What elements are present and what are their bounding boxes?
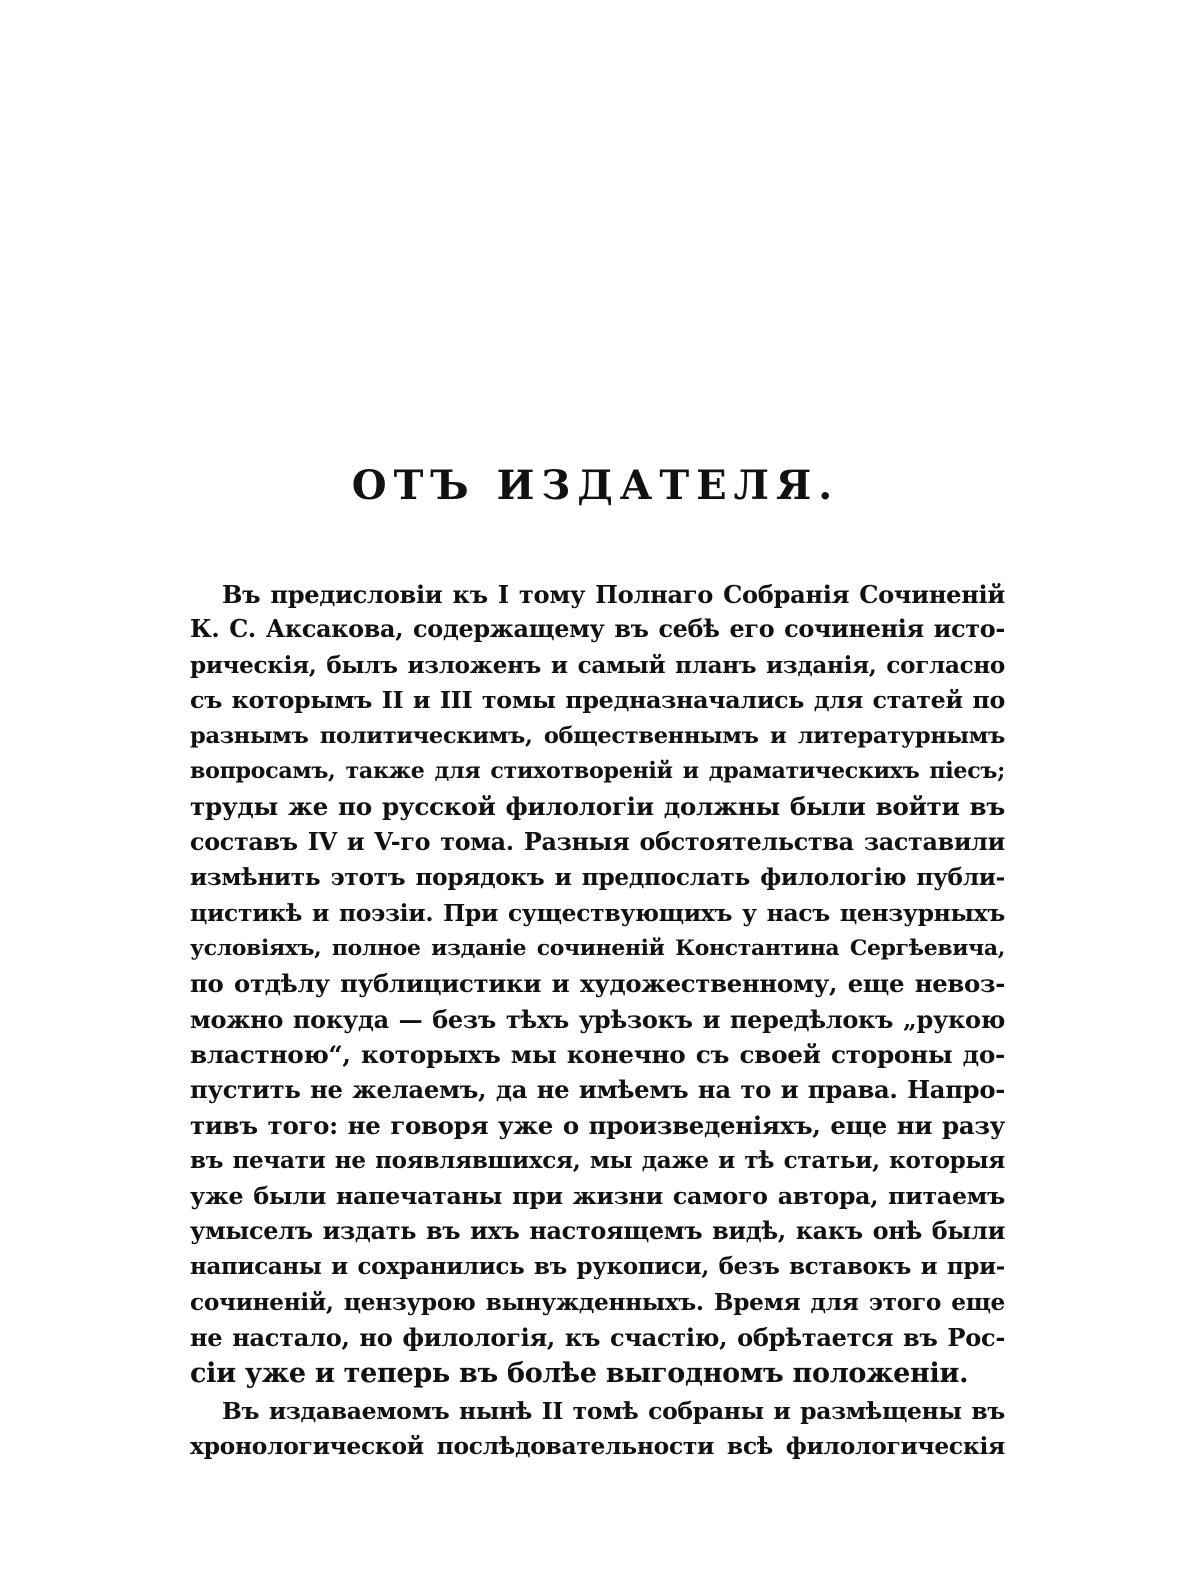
text-line: уже были напечатаны при жизни самого автора, питаемъ — [190, 1181, 1005, 1210]
text-line: разнымъ политическимъ, общественнымъ и литературнымъ — [190, 722, 1005, 749]
text-line: по отдѣлу публицистики и художественному, еще невоз- — [190, 969, 1005, 999]
text-line: въ печати не появлявшихся, мы даже и тѣ статьи, которыя — [190, 1147, 1005, 1175]
text-line: измѣнить этотъ порядокъ и предпослать филологію публи- — [190, 864, 1005, 892]
text-line: тивъ того: не говоря уже о произведеніяхъ, еще ни разу — [190, 1110, 1005, 1140]
text-line: сіи уже и теперь въ болѣе выгодномъ положеніи. — [190, 1357, 969, 1389]
text-line: съ которымъ II и III томы предназначались для статей по — [190, 686, 1005, 715]
text-line: составъ IV и V-го тома. Разныя обстоятельства заставили — [190, 827, 1005, 856]
text-line: умыселъ издать въ ихъ настоящемъ видѣ, какъ онѣ были — [190, 1217, 1005, 1246]
text-line: К. С. Аксакова, содержащему въ себѣ его сочиненія исто- — [190, 615, 1005, 644]
text-line: пустить не желаемъ, да не имѣемъ на то и права. Напро- — [190, 1075, 1005, 1105]
text-line: цистикѣ и поэзіи. При существующихъ у насъ цензурныхъ — [190, 898, 1005, 927]
text-line: Въ издаваемомъ нынѣ II томѣ собраны и размѣщены въ — [222, 1396, 1005, 1425]
body-text — [190, 577, 1005, 1465]
text-line: сочиненій, цензурою вынужденныхъ. Время для этого еще — [190, 1288, 1005, 1316]
text-line: властною“, которыхъ мы конечно съ своей стороны до- — [190, 1040, 1005, 1070]
text-line: труды же по русской филологіи должны были войти въ — [190, 792, 1005, 822]
text-line: не настало, но филологія, къ счастію, обрѣтается въ Рос- — [190, 1323, 1005, 1353]
text-line: рическія, былъ изложенъ и самый планъ изданія, согласно — [190, 651, 1005, 679]
page-heading: ОТЪ ИЗДАТЕЛЯ. — [351, 462, 840, 509]
text-line: Въ предисловіи къ I тому Полнаго Собранія Сочиненій — [222, 580, 1005, 609]
text-line: условіяхъ, полное изданіе сочиненій Константина Сергѣевича, — [190, 934, 1005, 961]
text-line: вопросамъ, также для стихотвореній и драматическихъ піесъ; — [190, 757, 1005, 784]
text-line: можно покуда — безъ тѣхъ урѣзокъ и передѣлокъ „рукою — [190, 1004, 1005, 1034]
text-line: написаны и сохранились въ рукописи, безъ вставокъ и при- — [190, 1253, 1005, 1281]
text-line: хронологической послѣдовательности всѣ филологическія — [190, 1432, 1005, 1461]
